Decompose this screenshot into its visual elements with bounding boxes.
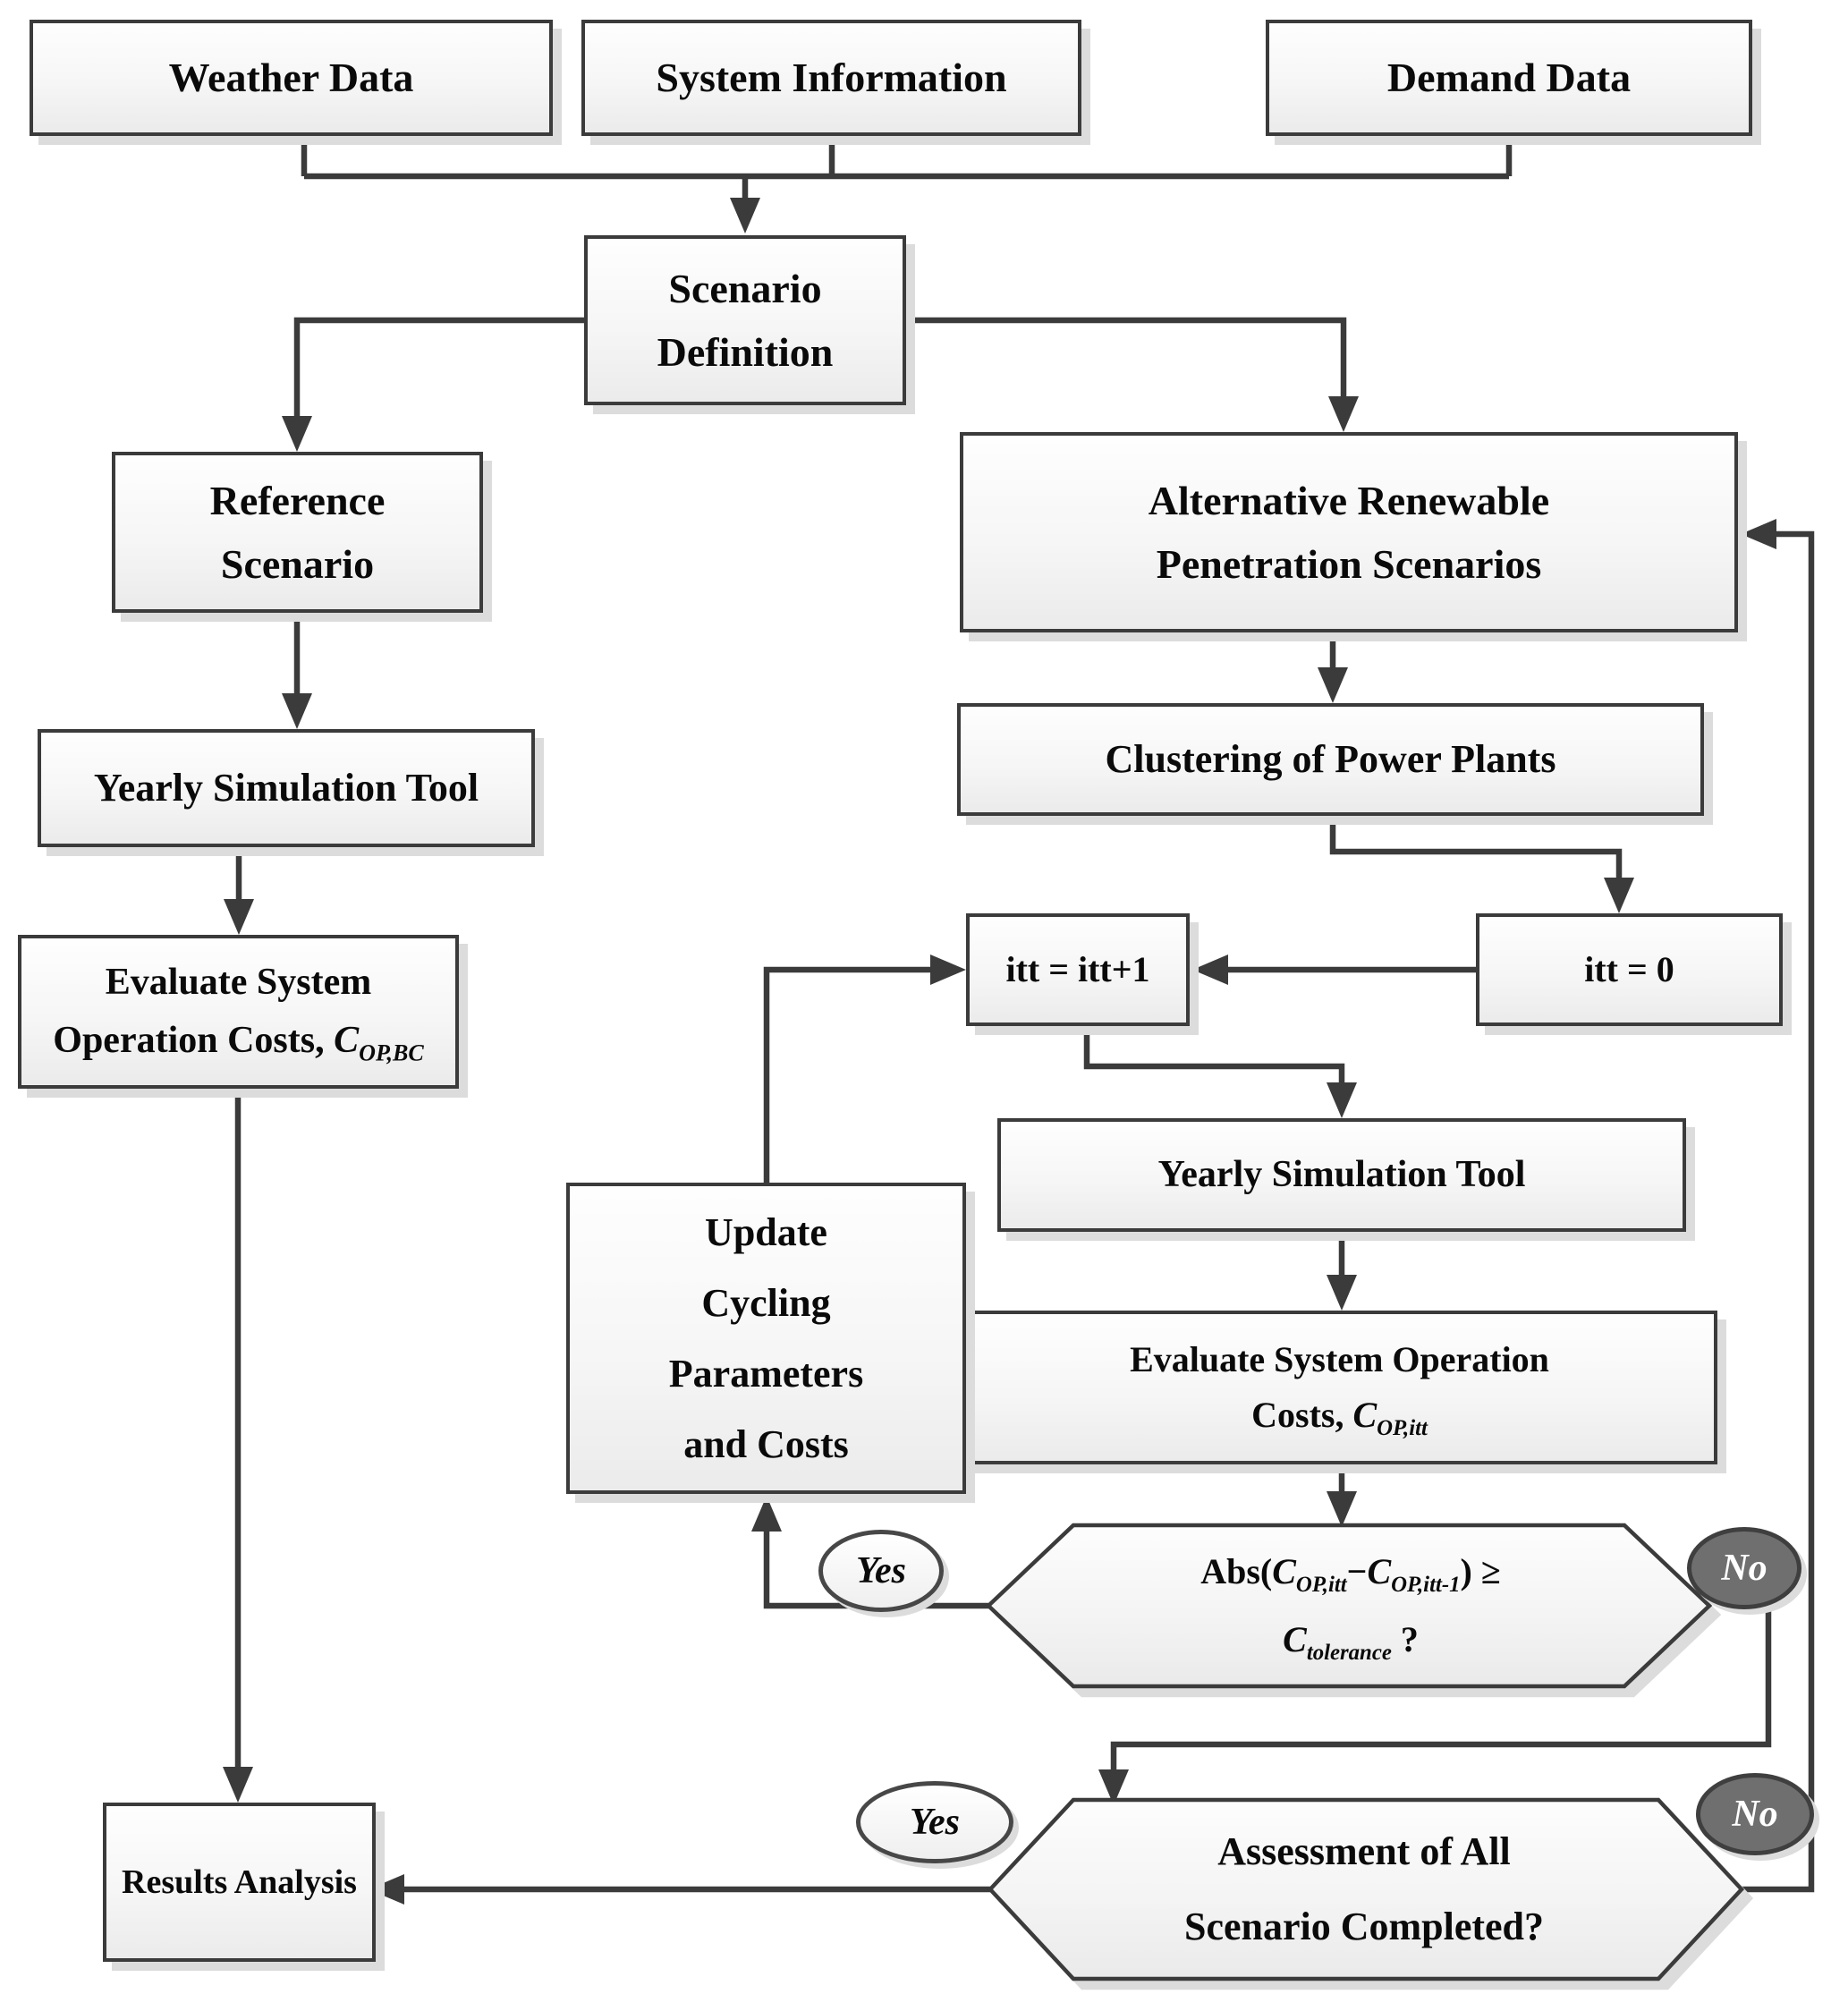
node-evaluate-costs-itt [962,1311,1717,1464]
node-label-line1: Reference [209,477,386,523]
node-label-line3: Parameters [668,1352,864,1396]
no-label: No [1732,1794,1778,1835]
node-label-line2: Scenario [220,541,375,587]
node-label-line4: and Costs [683,1422,849,1467]
arrowhead-into-ittzero [1604,878,1634,913]
formula-minus: − [1346,1550,1368,1591]
arrowhead-into-alternative-right [1741,519,1776,549]
cost-label-prefix: Costs, [1251,1395,1353,1435]
node-label-line1: Alternative Renewable [1148,477,1550,523]
node-evaluate-costs-bc [18,935,459,1089]
arrowhead-into-evalbc [224,899,254,935]
arrowhead-into-convergence [1327,1491,1357,1527]
cost-variable: C [334,1020,360,1061]
node-results-analysis [103,1803,376,1962]
node-label-line1: Scenario [668,265,822,311]
decision-line1: Assessment of All [1217,1829,1511,1874]
cost-variable: C [1352,1395,1378,1435]
connector-scenario-alternative [906,320,1344,396]
no-badge-assessment [1696,1773,1814,1855]
arrowhead-into-yearly-left [282,693,312,729]
arrowhead-into-update [751,1496,782,1532]
node-label-line2: Penetration Scenarios [1156,541,1542,587]
node-label: itt = 0 [1584,949,1674,989]
no-badge-convergence [1687,1527,1801,1609]
node-label-line2 [53,1012,423,1070]
node-update-cycling-parameters [566,1183,966,1494]
decision-line2 [1283,1606,1419,1674]
node-label: Clustering of Power Plants [1105,736,1556,781]
arrowhead-into-yearly-right [1327,1082,1357,1118]
formula-prefix: Abs( [1200,1550,1273,1591]
node-itt-zero [1476,913,1783,1026]
node-itt-increment [966,913,1190,1026]
arrowhead-into-reference [282,416,312,452]
arrowhead-into-evalitt [1327,1275,1357,1311]
cost-label-prefix: Operation Costs, [53,1020,335,1061]
node-label: Yearly Simulation Tool [93,765,479,810]
node-label-line1: Evaluate System Operation [1130,1339,1549,1379]
node-label-line2: Definition [657,329,834,375]
yes-label: Yes [856,1550,906,1591]
node-alternative-renewable-penetration-scenarios [960,432,1738,632]
cost-subscript: OP,BC [359,1039,424,1066]
no-label: No [1721,1548,1767,1589]
node-label: System Information [656,55,1007,101]
arrowhead-into-ittinc-right [1192,955,1228,985]
node-label-line1: Update [705,1209,827,1254]
node-yearly-simulation-tool-right [997,1118,1686,1232]
formula-var2: C [1367,1550,1392,1591]
formula-question: ? [1391,1618,1419,1659]
decision-line2: Scenario Completed? [1183,1905,1545,1948]
node-label-line2 [1251,1387,1428,1443]
formula-sub1: OP,itt [1295,1572,1347,1597]
node-yearly-simulation-tool-left [38,729,535,847]
node-label: Yearly Simulation Tool [1157,1153,1526,1195]
formula-var3: C [1283,1618,1307,1659]
node-label: itt = itt+1 [1005,949,1150,989]
node-scenario-definition [584,235,906,405]
yes-badge-convergence [818,1530,944,1612]
arrowhead-into-alternative [1328,396,1359,432]
yes-badge-assessment [856,1781,1013,1863]
node-reference-scenario [112,452,483,613]
arrowhead-into-scenario [730,198,760,233]
node-label: Demand Data [1386,55,1632,101]
node-clustering-power-plants [957,703,1704,816]
formula-var1: C [1272,1550,1296,1591]
connector-ittinc-yearlyright [1087,1026,1342,1082]
node-label-line2: Cycling [701,1280,831,1325]
node-label-line1: Evaluate System [105,961,372,1003]
formula-sub2: OP,itt-1 [1391,1572,1461,1597]
arrowhead-into-ittinc-left [930,955,966,985]
node-label: Weather Data [168,55,414,101]
connector-clustering-ittzero [1333,816,1619,878]
arrowhead-into-results-top [223,1767,253,1803]
connector-scenario-reference [297,320,584,443]
formula-sub3: tolerance [1306,1640,1392,1665]
connector-assessment-no-feedback [1742,534,1811,1889]
connector-update-ittinc [767,970,930,1183]
decision-assessment-text [1055,1814,1673,1964]
decision-convergence-text [1042,1532,1659,1679]
node-system-information [581,20,1081,136]
formula-suffix: ) ≥ [1460,1550,1501,1591]
decision-line1 [1200,1538,1501,1606]
connector-inputs-merge [304,134,1509,225]
cost-subscript: OP,itt [1377,1416,1428,1440]
node-demand-data [1266,20,1752,136]
yes-label: Yes [910,1802,960,1843]
node-label: Results Analysis [122,1863,357,1901]
arrowhead-into-clustering [1318,667,1348,703]
node-weather-data [30,20,553,136]
